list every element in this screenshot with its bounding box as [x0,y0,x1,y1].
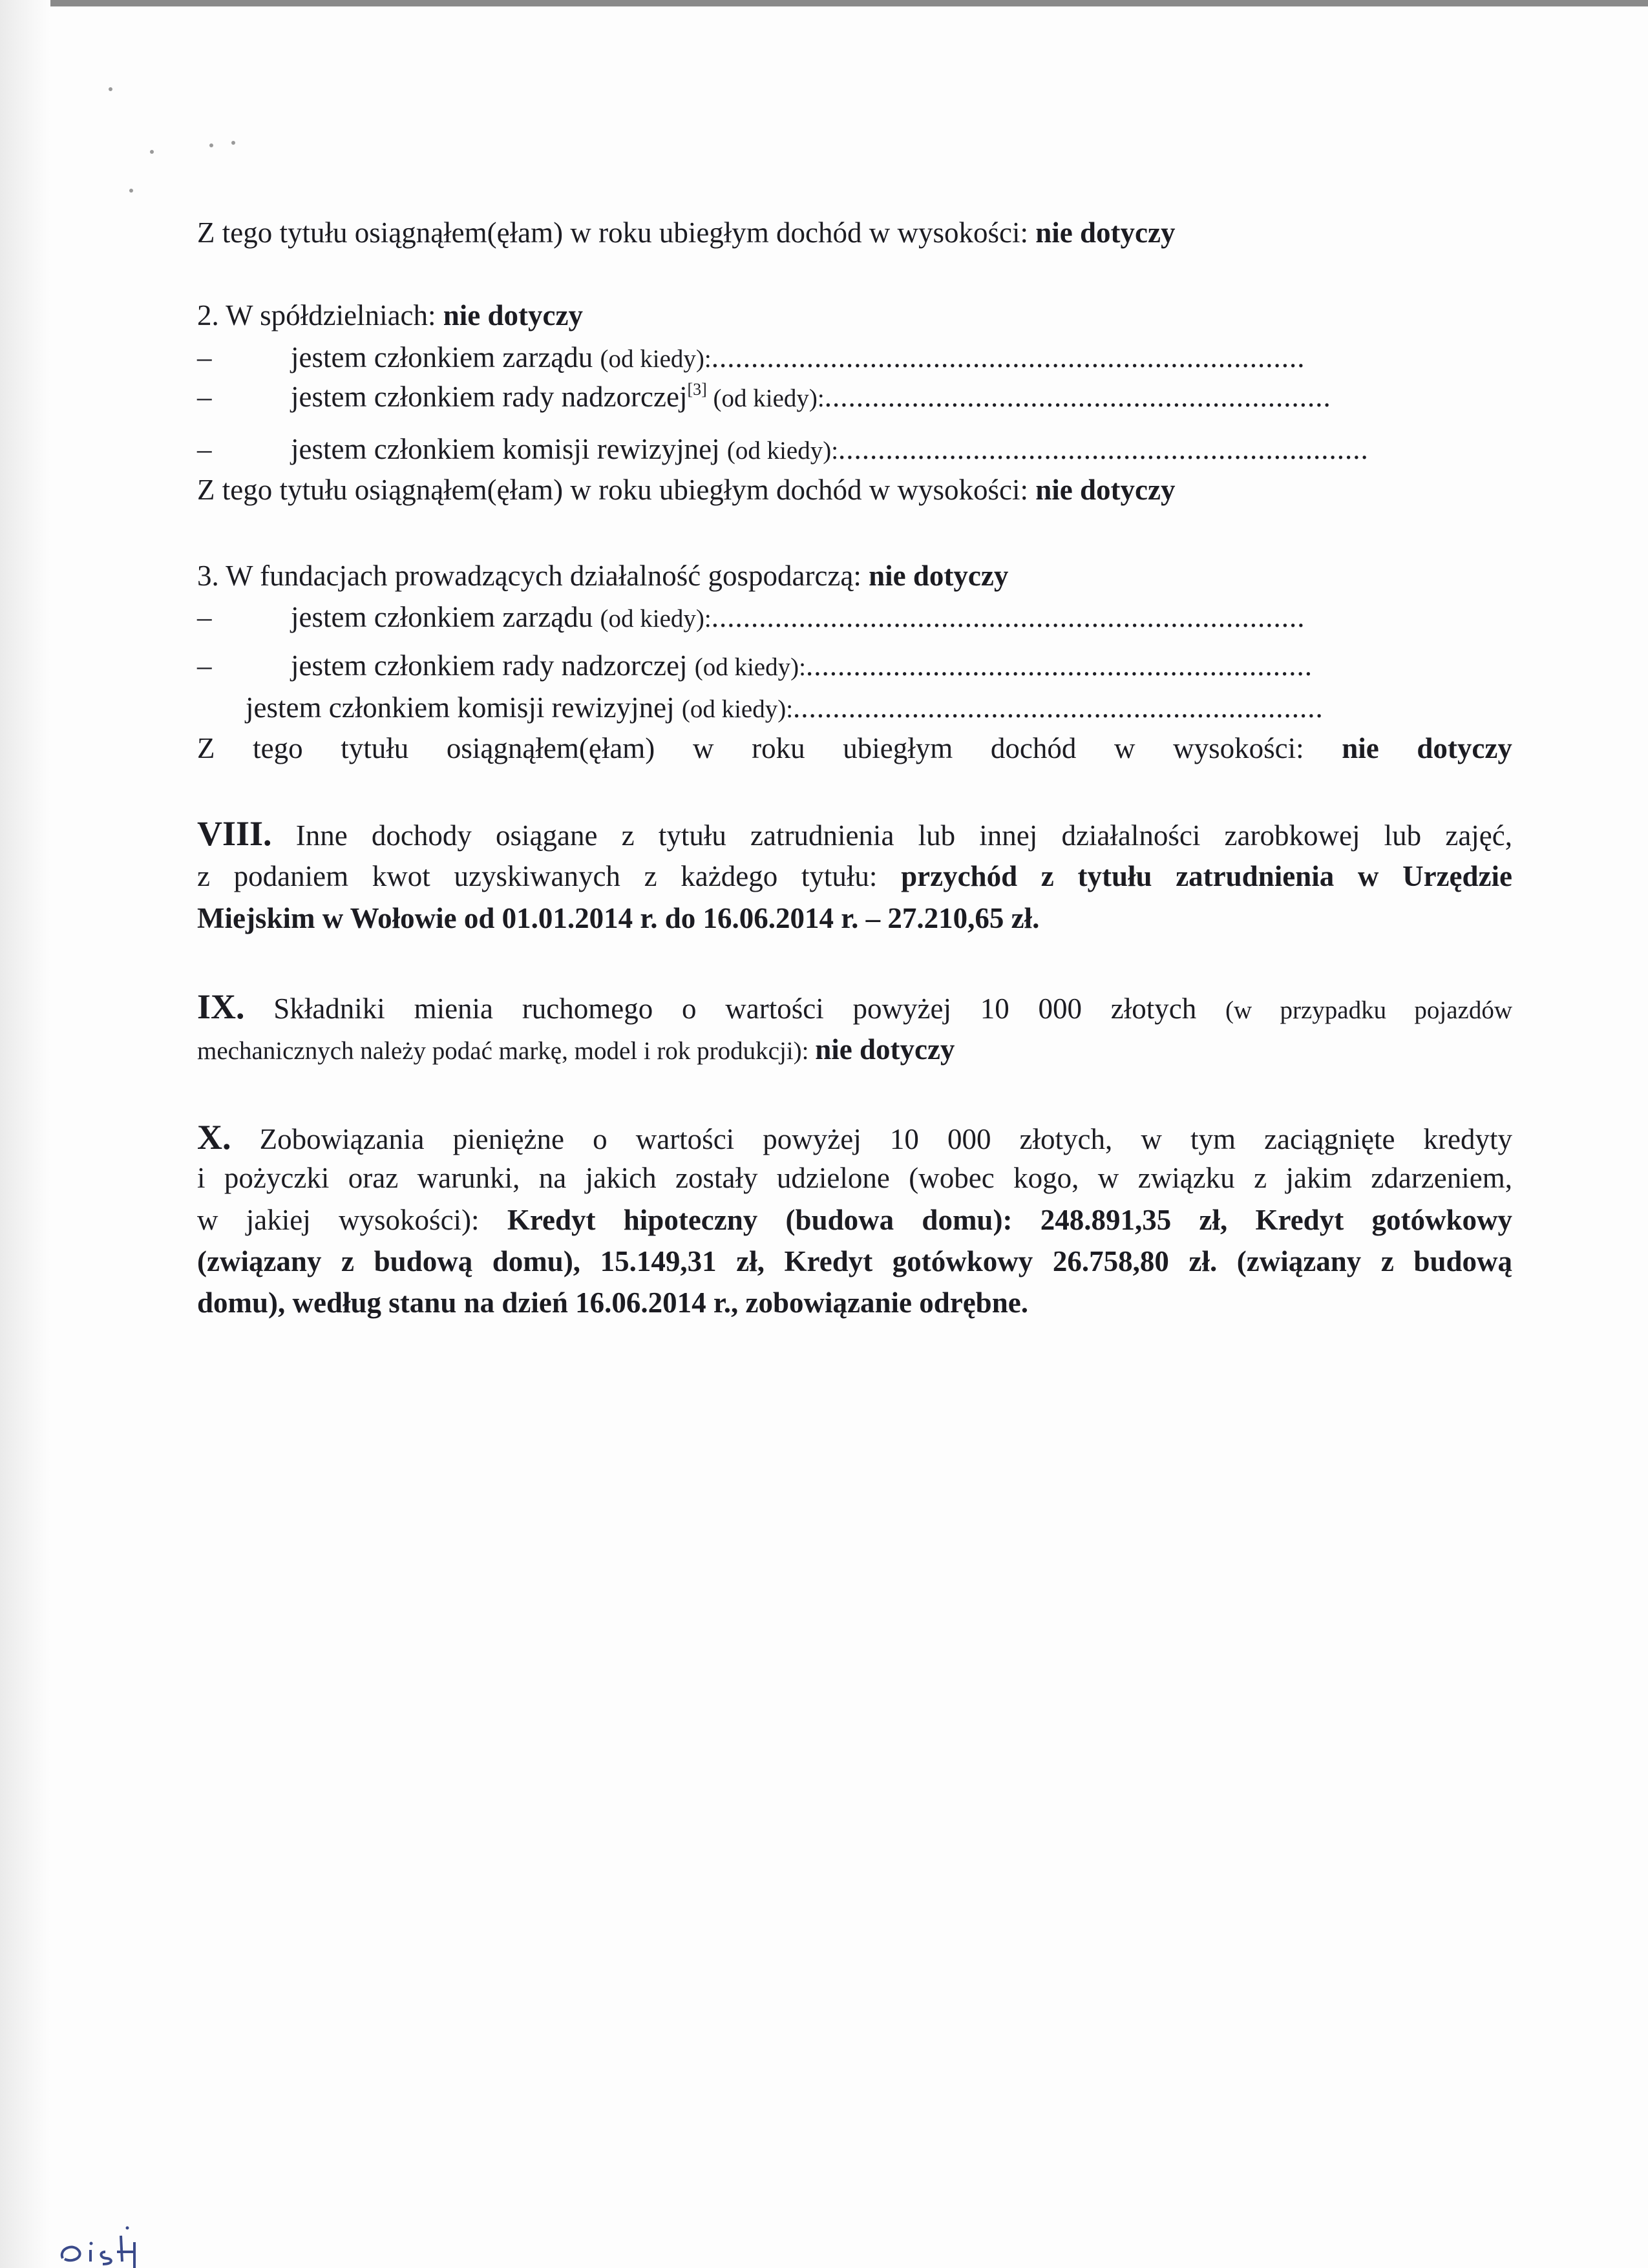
list-dash: – [197,649,212,682]
item-label: jestem członkiem rady nadzorczej [291,649,695,682]
sec10-line1 [197,1118,1512,1159]
item-when: (od kiedy): [706,384,825,412]
income-text: Z tego tytułu osiągnąłem(ęłam) w roku ubiegłym dochód w wysokości: [197,216,1036,249]
sec3-item-board [197,598,1512,638]
sec1-income-line [197,213,1512,252]
sec3-item-supervisory [197,646,1512,687]
item-when: (od kiedy): [726,437,839,465]
scan-edge-top [0,0,1648,6]
scan-speck [109,87,112,91]
fill-dots: ................................................................ [824,381,1331,413]
section-value: przychód z tytułu zatrudnienia w Urzędzie [901,860,1512,892]
income-value-word: nie [1342,732,1379,764]
scan-speck [129,189,133,193]
fill-dots: ........................................................................... [711,601,1305,633]
scan-edge-left [0,0,50,2268]
item-when: (od kiedy): [600,605,712,633]
section-text: Zobowiązania pieniężne o wartości powyżej 10 000 złotych, w tym zaciągnięte kredyty [231,1123,1512,1155]
fill-dots: ................................................................... [793,691,1324,724]
item-label: jestem członkiem komisji rewizyjnej [291,433,727,465]
section-note: (w przypadku pojazdów [1225,996,1512,1024]
section-text: i pożyczki oraz warunki, na jakich zostały udzielone (wobec kogo, w związku z jakim zdarzeniem, [197,1162,1512,1194]
list-dash: – [197,601,212,633]
footnote-ref: [3] [687,380,707,399]
section-value: Miejskim w Wołowie od 01.01.2014 r. do 16.06.2014 r. – 27.210,65 zł. [197,902,1040,934]
fill-dots: ........................................................................... [711,341,1305,373]
sec10-line2 [197,1159,1512,1197]
sec2-item-supervisory [197,377,1512,418]
item-label: jestem członkiem komisji rewizyjnej [246,691,682,724]
income-word: Z [197,732,215,764]
sec10-line3 [197,1201,1512,1239]
section-text: Składniki mienia ruchomego o wartości powyżej 10 000 złotych [244,992,1226,1025]
sec2-item-audit [197,430,1512,470]
item-label: jestem członkiem rady nadzorczej [291,381,688,413]
section-value: Kredyt hipoteczny (budowa domu): 248.891,35 zł, Kredyt gotówkowy [507,1204,1512,1236]
scan-speck [231,141,235,145]
income-value: nie dotyczy [1035,474,1176,506]
list-dash: – [197,341,212,373]
sec3-item-audit [246,688,1561,729]
section-text: Inne dochody osiągane z tytułu zatrudnienia lub innej działalności zarobkowej lub zajęć, [271,819,1512,852]
item-when: (od kiedy): [600,345,712,373]
income-value: nie dotyczy [1035,216,1176,249]
item-label: jestem członkiem zarządu [291,601,600,633]
section-heading-value: nie dotyczy [443,299,583,331]
section-numeral: X. [197,1118,231,1157]
sec8-line1 [197,814,1512,855]
section-value: nie dotyczy [815,1033,955,1066]
income-word: dochód [990,732,1077,764]
income-word: tego [253,732,303,764]
sec9-line2 [197,1030,1512,1071]
section-note: mechanicznych należy podać markę, model i rok produkcji): [197,1037,816,1065]
sec3-heading [197,556,1512,595]
list-dash: – [197,381,212,413]
section-heading-value: nie dotyczy [869,560,1009,592]
fill-dots: ................................................................ [805,649,1313,682]
sec2-item-board [197,338,1512,379]
section-text: z podaniem kwot uzyskiwanych z każdego tytułu: [197,860,902,892]
income-word: ubiegłym [843,732,953,764]
sec10-line4 [197,1242,1512,1281]
income-word: w [692,732,714,764]
sec3-income-line [197,729,1512,768]
sec9-line1 [197,987,1512,1030]
income-word: tytułu [341,732,409,764]
sec2-income-line [197,470,1512,509]
section-text: w jakiej wysokości): [197,1204,507,1236]
income-word: roku [752,732,805,764]
section-value: domu), według stanu na dzień 16.06.2014 r., zobowiązanie odrębne. [197,1286,1028,1319]
fill-dots: ................................................................... [838,433,1369,465]
sec10-line5 [197,1283,1512,1322]
item-when: (od kiedy): [681,695,794,723]
section-heading: 3. W fundacjach prowadzących działalność gospodarczą: [197,560,869,592]
sec8-line3 [197,899,1512,938]
income-value-word: dotyczy [1417,732,1512,764]
sec8-line2 [197,857,1512,896]
item-when: (od kiedy): [694,653,806,681]
income-word: osiągnąłem(ęłam) [446,732,655,764]
scan-speck [150,150,154,154]
item-label: jestem członkiem zarządu [291,341,600,373]
list-dash: – [197,433,212,465]
income-word: w [1114,732,1136,764]
handwritten-initials [55,2223,184,2268]
section-numeral: IX. [197,987,245,1026]
section-heading: 2. W spółdzielniach: [197,299,443,331]
section-numeral: VIII. [197,814,272,853]
section-value: (związany z budową domu), 15.149,31 zł, Kredyt gotówkowy 26.758,80 zł. (związany z budową [197,1245,1512,1277]
scan-speck [209,143,213,147]
sec2-heading [197,296,1512,335]
income-text: Z tego tytułu osiągnąłem(ęłam) w roku ubiegłym dochód w wysokości: [197,474,1036,506]
income-word: wysokości: [1173,732,1304,764]
